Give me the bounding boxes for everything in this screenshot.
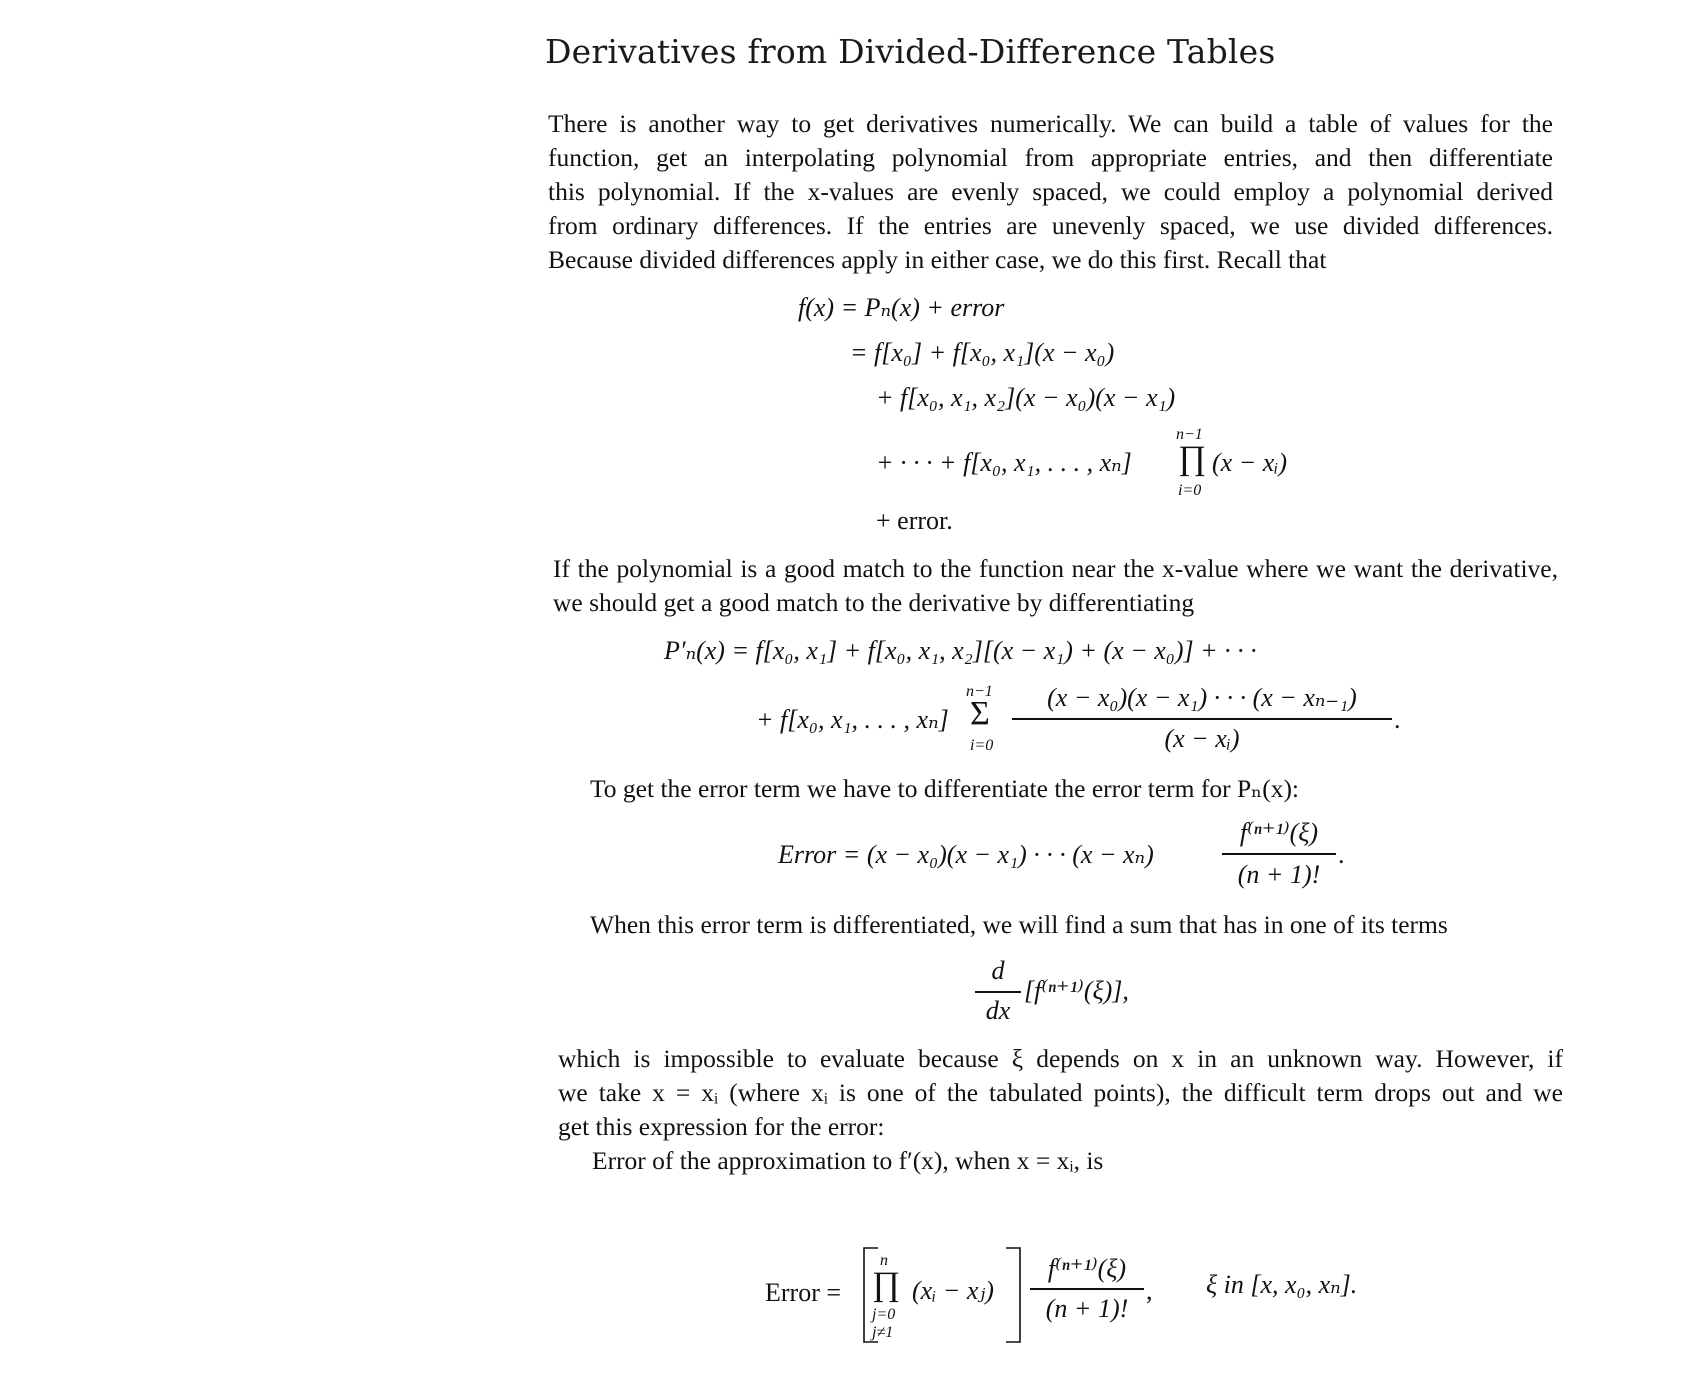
approximation-error-intro: Error of the approximation to f′(x), when x = xᵢ, is xyxy=(592,1146,1104,1175)
product-symbol: ∏ xyxy=(1178,440,1206,477)
eq5-left: Error = xyxy=(765,1278,842,1307)
paragraph-line: from ordinary differences. If the entries are unevenly spaced, we use divided differences. xyxy=(548,211,1553,240)
fraction-bar xyxy=(1012,718,1392,720)
eq5-product-upper: n xyxy=(880,1252,888,1269)
eq5-product-body: (xᵢ − xⱼ) xyxy=(912,1276,994,1305)
eq1-line4-left: + · · · + f[x₀, x₁, . . . , xₙ] xyxy=(876,448,1132,477)
right-bracket xyxy=(1002,1246,1026,1346)
eq4-numerator: d xyxy=(991,956,1005,985)
eq3-end: . xyxy=(1338,840,1345,869)
paragraph-line: which is impossible to evaluate because ξ depends on x in an unknown way. However, if xyxy=(558,1044,1563,1073)
paragraph-line: this polynomial. If the x-values are evenly spaced, we could employ a polynomial derived xyxy=(548,177,1553,206)
fraction-bar xyxy=(975,991,1021,993)
sum-upper-limit: n−1 xyxy=(966,683,993,700)
sum-lower-limit: i=0 xyxy=(970,737,994,754)
eq1-line2: = f[x₀] + f[x₀, x₁](x − x₀) xyxy=(850,338,1115,367)
eq4-denominator: dx xyxy=(985,996,1011,1025)
eq3-numerator: f⁽ⁿ⁺¹⁾(ξ) xyxy=(1239,818,1319,847)
eq2-line1: P′ₙ(x) = f[x₀, x₁] + f[x₀, x₁, x₂][(x − x₁) + (x − x₀)] + · · · xyxy=(664,636,1257,665)
derivative-paragraph xyxy=(553,552,1558,620)
evaluation-paragraph xyxy=(558,1042,1563,1144)
paragraph-line: Because divided differences apply in either case, we do this first. Recall that xyxy=(548,245,1327,274)
product-upper-limit: n−1 xyxy=(1176,426,1203,443)
eq2-denominator: (x − xᵢ) xyxy=(1164,724,1240,753)
eq4-right: [f⁽ⁿ⁺¹⁾(ξ)], xyxy=(1024,976,1129,1005)
sum-term-intro: When this error term is differentiated, we will find a sum that has in one of its terms xyxy=(590,910,1448,939)
paragraph-line: get this expression for the error: xyxy=(558,1112,885,1141)
eq2-end: . xyxy=(1394,705,1401,734)
paragraph-line: we take x = xᵢ (where xᵢ is one of the tabulated points), the difficult term drops out and we xyxy=(558,1078,1563,1107)
intro-paragraph xyxy=(548,107,1553,277)
eq5-product-lower-2: j≠1 xyxy=(872,1324,894,1341)
eq1-line1: f(x) = Pₙ(x) + error xyxy=(798,293,1005,322)
fraction-bar xyxy=(1222,853,1336,855)
eq3-denominator: (n + 1)! xyxy=(1237,860,1321,889)
paragraph-line: If the polynomial is a good match to the function near the x-value where we want the derivative, xyxy=(553,554,1558,583)
eq2-line2-left: + f[x₀, x₁, . . . , xₙ] xyxy=(756,705,949,734)
section-title: Derivatives from Divided-Difference Tables xyxy=(545,32,1276,71)
paragraph-line: There is another way to get derivatives numerically. We can build a table of values for the xyxy=(548,109,1553,138)
eq5-product-symbol: ∏ xyxy=(872,1266,900,1303)
sum-symbol: Σ xyxy=(970,695,990,732)
eq5-numerator: f⁽ⁿ⁺¹⁾(ξ) xyxy=(1047,1254,1127,1283)
paragraph-line: we should get a good match to the derivative by differentiating xyxy=(553,588,1195,617)
eq5-product-lower-1: j=0 xyxy=(872,1306,896,1323)
product-lower-limit: i=0 xyxy=(1178,482,1202,499)
eq5-condition: ξ in [x, x₀, xₙ]. xyxy=(1206,1270,1358,1299)
fraction-bar xyxy=(1030,1288,1144,1290)
error-term-intro: To get the error term we have to differentiate the error term for Pₙ(x): xyxy=(590,774,1300,803)
eq5-denominator: (n + 1)! xyxy=(1045,1294,1129,1323)
eq1-line5: + error. xyxy=(876,506,953,535)
eq5-comma: , xyxy=(1146,1276,1153,1305)
eq3-left: Error = (x − x₀)(x − x₁) · · · (x − xₙ) xyxy=(778,840,1154,869)
paragraph-line: function, get an interpolating polynomial from appropriate entries, and then differentiate xyxy=(548,143,1553,172)
eq2-numerator: (x − x₀)(x − x₁) · · · (x − xₙ₋₁) xyxy=(1047,683,1357,712)
eq1-line4-right: (x − xᵢ) xyxy=(1212,448,1288,477)
eq1-line3: + f[x₀, x₁, x₂](x − x₀)(x − x₁) xyxy=(876,383,1176,412)
